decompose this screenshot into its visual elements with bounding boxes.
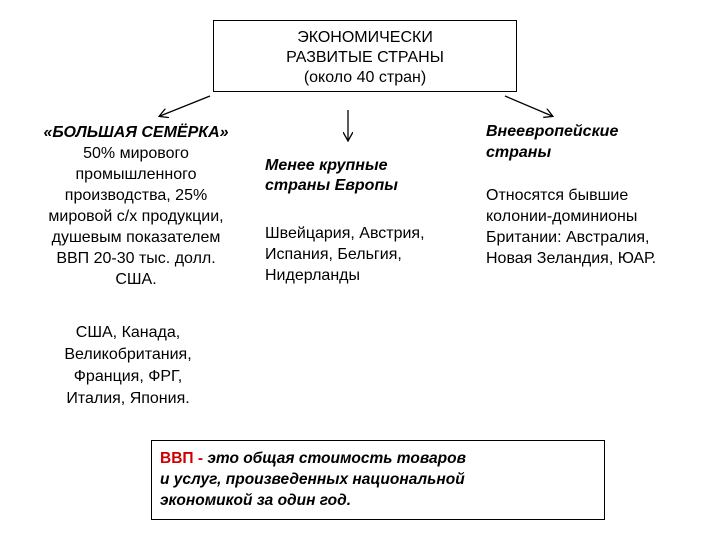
non-europe-title: [486, 121, 696, 163]
non-europe-text-line: Новая Зеландия, ЮАР.: [486, 250, 657, 267]
gdp-definition-box: [151, 440, 605, 520]
europe-country-line: Нидерланды: [265, 267, 360, 284]
definition-line-3: экономикой за один год.: [160, 492, 352, 509]
top-box-line-1: ЭКОНОМИЧЕСКИ: [297, 29, 433, 46]
europe-title-line: страны Европы: [265, 177, 398, 194]
arrow-to-non-europe: [505, 96, 552, 116]
big-seven-country-line: Великобритания,: [64, 346, 192, 363]
europe-title-line: Менее крупные: [265, 157, 388, 174]
top-box-line-3: (около 40 стран): [303, 69, 427, 86]
definition-text-1: это общая стоимость товаров: [207, 450, 466, 467]
big-seven-country-line: Италия, Япония.: [66, 390, 190, 407]
non-europe-title-line: Внеевропейские: [486, 123, 619, 140]
europe-country-line: Швейцария, Австрия,: [265, 225, 425, 242]
developed-countries-box: [213, 20, 517, 92]
europe-countries: [265, 223, 470, 286]
big-seven-desc-line: США.: [115, 271, 157, 288]
non-europe-title-line: страны: [486, 144, 552, 161]
big-seven-country-line: США, Канада,: [75, 324, 181, 341]
europe-country-line: Испания, Бельгия,: [265, 246, 402, 263]
definition-term: ВВП: [160, 450, 194, 467]
definition-dash: -: [193, 450, 208, 467]
big-seven-desc-line: производства, 25%: [64, 187, 208, 204]
big-seven-title: «БОЛЬШАЯ СЕМЁРКА»: [43, 124, 229, 141]
europe-title: [265, 156, 465, 196]
big-seven-desc-line: мировой с/х продукции,: [48, 208, 224, 225]
big-seven-country-line: Франция, ФРГ,: [73, 368, 183, 385]
non-europe-text: [486, 185, 706, 269]
big-seven-block: [20, 122, 252, 290]
non-europe-text-line: Британии: Австралия,: [486, 229, 650, 246]
top-box-line-2: РАЗВИТЫЕ СТРАНЫ: [286, 49, 444, 66]
big-seven-countries: [30, 322, 226, 410]
non-europe-text-line: колонии-доминионы: [486, 208, 638, 225]
non-europe-text-line: Относятся бывшие: [486, 187, 629, 204]
big-seven-desc-line: душевым показателем: [51, 229, 221, 246]
big-seven-desc-line: промышленного: [75, 166, 197, 183]
big-seven-desc-line: ВВП 20-30 тыс. долл.: [56, 250, 216, 267]
definition-line-2: и услуг, произведенных национальной: [160, 471, 465, 488]
big-seven-desc-line: 50% мирового: [83, 145, 189, 162]
definition-line-1: [160, 448, 596, 469]
arrow-to-big-seven: [160, 96, 210, 116]
